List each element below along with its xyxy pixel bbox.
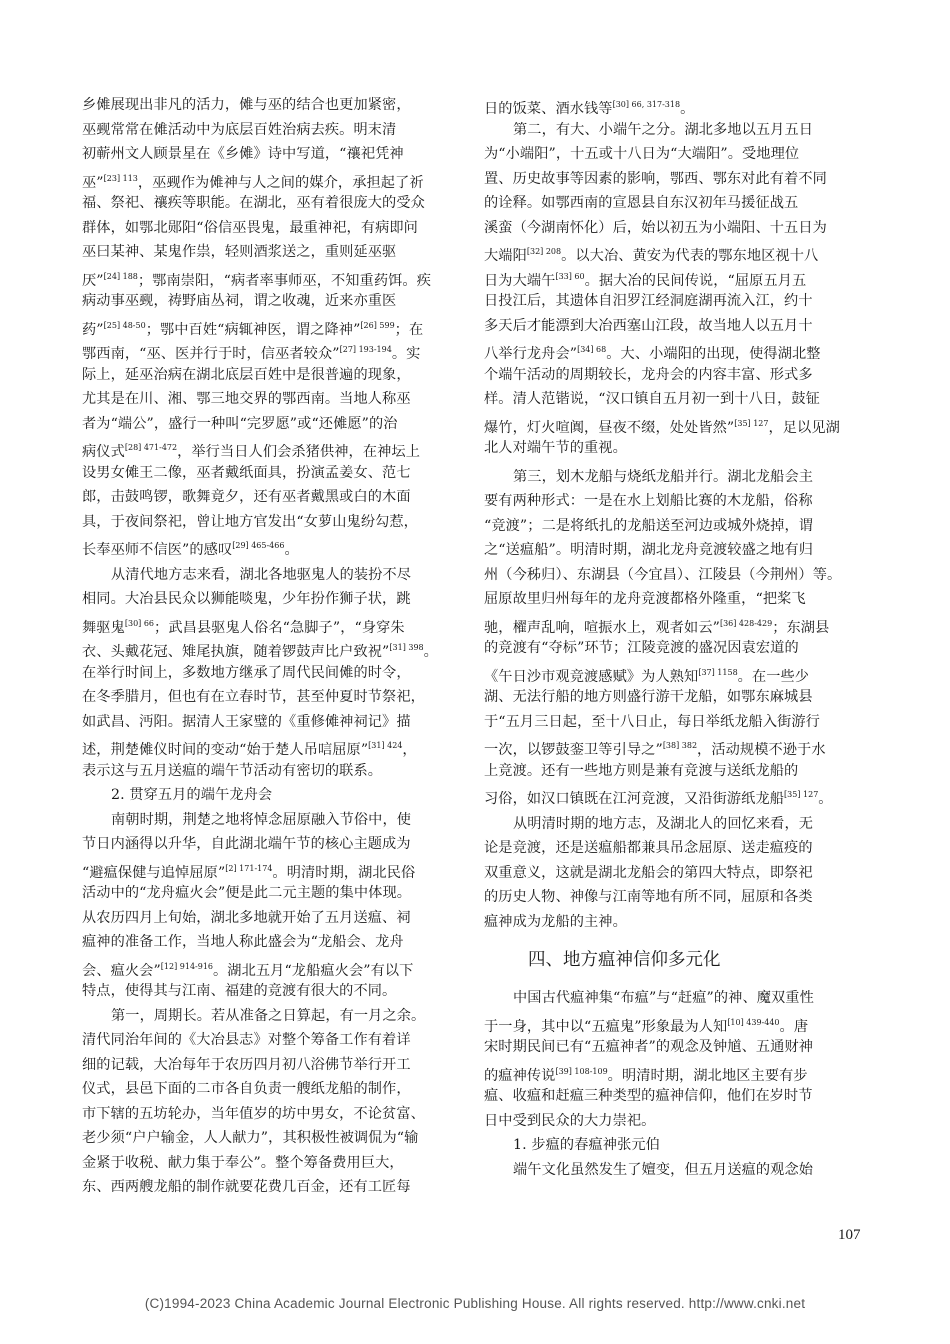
line-text: 为“小端阳”，十五或十八日为“大端阳”。受地理位: [484, 146, 800, 162]
text-line: [484, 465, 865, 490]
line-text: 细的记载，大冶每年于农历四月初八浴佛节举行开工: [82, 1056, 411, 1073]
text-line: [484, 514, 865, 539]
line-text: 多天后才能漂到大冶西塞山江段，故当地人以五月十: [484, 317, 813, 334]
text-line: [82, 1077, 463, 1102]
text-line: [484, 636, 865, 661]
text-line: [484, 538, 865, 563]
line-text: 。: [423, 644, 438, 660]
text-line: [484, 363, 865, 388]
line-text: 长奉巫师不信医”的感叹: [82, 542, 233, 558]
text-line: [484, 783, 865, 808]
citation-ref: [31] 398: [389, 643, 424, 652]
line-text: 端午文化虽然发生了嬗变，但五月送瘟的观念始: [513, 1161, 814, 1178]
text-line: [484, 436, 865, 461]
text-line: [82, 510, 463, 535]
text-line: [82, 1151, 463, 1176]
text-line: [484, 910, 865, 935]
page-number: 107: [838, 1227, 861, 1243]
text-line: [82, 783, 463, 808]
text-line: [82, 832, 463, 857]
line-text: 湖、无法行船的地方则盛行游干龙船，如鄂东麻城县: [484, 689, 813, 705]
line-text: ，足以见湖: [768, 419, 840, 436]
line-text: 爆竹，灯火喧阗，昼夜不缀，处处皆然”: [484, 419, 735, 436]
line-text: 双重意义，这就是湖北龙船会的第四大特点，即祭祀: [484, 864, 813, 881]
line-text: 巫觋常常在傩活动中为底层百姓治病去疾。明末清: [82, 121, 397, 138]
text-line: [82, 636, 463, 661]
citation-ref: [36] 428-429: [719, 618, 773, 628]
text-line: [484, 685, 865, 710]
line-text: 北人对端午节的重视。: [484, 440, 627, 456]
line-text: 大端阳: [484, 248, 527, 264]
line-text: 论是竞渡，还是送瘟船都兼具吊念屈原、送走瘟疫的: [484, 840, 813, 856]
text-line: [484, 885, 865, 910]
line-text: 的历史人物、神像与江南等地有所不同，屈原和各类: [484, 889, 813, 905]
line-text: 病仪式: [82, 444, 125, 460]
text-line: [484, 93, 865, 118]
text-line: [82, 955, 463, 980]
text-line: [484, 289, 865, 314]
line-text: 会、瘟火会”: [82, 962, 161, 979]
line-text: 置、历史故事等因素的影响，鄂西、鄂东对此有着不同: [484, 170, 827, 187]
line-text: 个端午活动的周期较长，龙舟会的内容丰富、形式多: [484, 366, 813, 383]
text-line: [82, 191, 463, 216]
citation-ref: [27] 193-194: [339, 345, 392, 354]
line-text: 一次，以锣鼓銮卫等引导之”: [484, 742, 663, 758]
line-text: 厌”: [82, 272, 104, 289]
text-line: [82, 1053, 463, 1078]
line-text: 初蕲州文人顾景星在《乡傩》诗中写道，“禳祀凭神: [82, 146, 404, 162]
text-line: [82, 563, 463, 588]
line-text: 病动事巫觋，祷野庙丛祠，谓之收魂，近来亦重医: [82, 293, 397, 309]
line-text: 从农历四月上旬始，湖北多地就开始了五月送瘟、祠: [82, 909, 411, 926]
line-text: 瘟神的准备工作，当地人称此盛会为“龙船会、龙舟: [82, 934, 404, 950]
text-line: [484, 836, 865, 861]
text-line: [82, 1004, 463, 1029]
text-line: [82, 906, 463, 931]
line-text: ，活动规模不逊于水: [697, 742, 826, 758]
citation-ref: [32] 208: [526, 247, 562, 256]
line-text: ，巫觋作为傩神与人之间的媒介，承担起了祈: [137, 174, 424, 191]
line-text: 者为“端公”，盛行一种叫“完罗愿”或“还傩愿”的治: [82, 415, 398, 432]
text-line: [82, 412, 463, 437]
text-line: [484, 118, 865, 143]
line-text: ；鄂南崇阳，“病者率事师巫，不知重药饵。疾: [137, 272, 431, 289]
line-text: ；东湖县: [772, 619, 830, 636]
text-line: [82, 1126, 463, 1151]
line-text: 活动中的“龙舟瘟火会”便是此二元主题的集中体现。: [82, 885, 412, 901]
line-text: 南朝时期，荆楚之地将悼念屈原融入节俗中，使: [111, 811, 412, 828]
text-line: [82, 881, 463, 906]
line-text: 舞驱鬼: [82, 619, 125, 636]
line-text: 。据大冶的民间传说，“屈原五月五: [584, 272, 807, 289]
text-line: [82, 612, 463, 637]
line-text: 在举行时间上，多数地方继承了周代民间傩的时令，: [82, 664, 411, 681]
text-line: [82, 142, 463, 167]
text-line: [82, 1102, 463, 1127]
text-line: [484, 167, 865, 192]
text-line: [484, 142, 865, 167]
text-line: [484, 191, 865, 216]
line-text: 溪蛮（今湖南怀化）后，始以初五为小端阳、十五日为: [484, 219, 827, 236]
line-text: 节日内涵得以升华，自此湖北端午节的核心主题成为: [82, 836, 411, 852]
right-column: [484, 93, 865, 1182]
text-line: [484, 661, 865, 686]
text-line: [82, 461, 463, 486]
line-text: 药”: [82, 321, 104, 338]
line-text: 设男女傩王二像，巫者戴纸面具，扮演孟姜女、范七: [82, 464, 411, 481]
copyright-footer: (C)1994-2023 China Academic Journal Electronic Publishing House. All rights reserved. http://www.cnki.net: [144, 1296, 806, 1311]
text-line: [484, 812, 865, 837]
line-text: 从清代地方志来看，湖北各地驱鬼人的装扮不尽: [111, 566, 412, 583]
text-line: [82, 265, 463, 290]
text-line: [82, 93, 463, 118]
citation-ref: [10] 439-440: [727, 1017, 780, 1027]
line-text: ；在: [394, 321, 424, 338]
text-line: [82, 240, 463, 265]
text-line: [484, 1133, 865, 1158]
line-text: 第三，划木龙船与烧纸龙船并行。湖北龙船会主: [513, 468, 814, 485]
line-text: 。: [680, 101, 695, 117]
text-line: [82, 661, 463, 686]
line-text: 。以大冶、黄安为代表的鄂东地区视十八: [561, 248, 819, 264]
line-text: 鄂西南，“巫、医并行于时，信巫者较众”: [82, 346, 340, 362]
text-line: [484, 412, 865, 437]
line-text: 要有两种形式：一是在水上划船比赛的木龙船，俗称: [484, 493, 813, 509]
citation-ref: [26] 599: [360, 320, 395, 330]
text-line: [82, 216, 463, 241]
text-line: [484, 265, 865, 290]
line-text: 金紧于收税、献力集于奉公”。整个筹备费用巨大，: [82, 1154, 404, 1171]
line-text: ，: [402, 742, 417, 758]
line-text: 巫”: [82, 174, 104, 191]
section-heading: 四、地方瘟神信仰多元化: [528, 950, 721, 970]
text-line: [484, 759, 865, 784]
line-text: 。明清时期，湖北民俗: [272, 864, 416, 881]
line-text: 衣、头戴花冠、雉尾执旗，随着锣鼓声比户致祝”: [82, 644, 390, 660]
text-line: [484, 1109, 865, 1134]
text-line: [484, 1158, 865, 1183]
text-line: [484, 489, 865, 514]
text-line: [82, 808, 463, 833]
line-text: 宋时期民间已有“五瘟神者”的观念及钟馗、五通财神: [484, 1039, 814, 1055]
text-line: [484, 216, 865, 241]
line-text: 1. 步瘟的春瘟神张元伯: [513, 1137, 660, 1153]
line-text: 第二，有大、小端午之分。湖北多地以五月五日: [513, 121, 814, 138]
line-text: 样。清人范锴说，“汉口镇自五月初一到十八日，鼓钲: [484, 391, 820, 407]
line-text: 日投江后，其遗体自汨罗江经洞庭湖再流入江，约十: [484, 293, 813, 309]
line-text: 。唐: [779, 1018, 809, 1035]
citation-ref: [12] 914-916: [160, 961, 214, 971]
line-text: 第一，周期长。若从准备之日算起，有一月之余。: [111, 1007, 426, 1024]
line-text: 仪式，县邑下面的二市各自负责一艘纸龙船的制作，: [82, 1081, 411, 1097]
citation-ref: [30] 66, 317-318: [612, 100, 681, 109]
line-text: 习俗，如汉口镇既在江河竞渡，又沿街游纸龙船: [484, 791, 785, 807]
citation-ref: [30] 66: [124, 618, 155, 628]
text-line: [82, 436, 463, 461]
line-text: 如武昌、沔阳。据清人王家璧的《重修傩神祠记》描: [82, 713, 411, 730]
line-text: 表示这与五月送瘟的端午节活动有密切的联系。: [82, 762, 383, 779]
citation-ref: [2] 171-174: [225, 863, 273, 873]
line-text: 。实: [391, 346, 421, 362]
line-text: 市下辖的五坊轮办，当年值岁的坊中男女，不论贫富、: [82, 1105, 425, 1122]
line-text: 八举行龙舟会”: [484, 346, 578, 362]
text-line: [82, 534, 463, 559]
line-text: 。: [818, 791, 833, 807]
citation-ref: [24] 188: [103, 271, 138, 281]
text-line: [82, 857, 463, 882]
line-text: 福、祭祀、禳疾等职能。在湖北，巫有着很庞大的受众: [82, 195, 425, 211]
citation-ref: [39] 108-109: [555, 1066, 608, 1076]
line-text: 的瘟神传说: [484, 1067, 556, 1084]
text-line: [484, 314, 865, 339]
line-text: 郎，击鼓鸣锣，歌舞竟夕，还有巫者戴黑或白的木面: [82, 489, 411, 505]
citation-ref: [34] 68: [577, 345, 607, 354]
line-text: 瘟神成为龙船的主神。: [484, 913, 627, 930]
line-text: 。湖北五月“龙船瘟火会”有以下: [213, 962, 414, 979]
citation-ref: [38] 382: [662, 741, 698, 750]
line-text: 日为大端午: [484, 272, 556, 289]
text-line: [484, 612, 865, 637]
line-text: 在冬季腊月，但也有在立春时节，甚至仲夏时节祭祀，: [82, 689, 425, 705]
left-column: [82, 93, 463, 1200]
citation-ref: [23] 113: [103, 173, 138, 183]
line-text: 特点，使得其与江南、福建的竞渡有很大的不同。: [82, 983, 397, 999]
line-text: 中国古代瘟神集“布瘟”与“赶瘟”的神、魔双重性: [513, 990, 814, 1006]
citation-ref: [33] 60: [555, 271, 585, 281]
line-text: 相同。大冶县民众以狮能啖鬼，少年扮作狮子状，跳: [82, 591, 411, 607]
line-text: 。在一些少: [737, 668, 810, 685]
text-line: [82, 167, 463, 192]
line-text: ，举行当日人们会杀猪供神，在神坛上: [177, 444, 420, 460]
text-line: [82, 587, 463, 612]
text-line: [484, 734, 865, 759]
line-text: 清代同治年间的《大冶县志》对整个筹备工作有着详: [82, 1032, 411, 1048]
text-line: [82, 930, 463, 955]
line-text: 群体，如鄂北郧阳“俗信巫畏鬼，最重神祀，有病即问: [82, 219, 418, 236]
line-text: 述，荆楚傩仪时间的变动“始于楚人吊唁屈原”: [82, 742, 369, 758]
text-line: [484, 1035, 865, 1060]
text-line: [82, 979, 463, 1004]
text-line: [82, 118, 463, 143]
line-text: 从明清时期的地方志，及湖北人的回忆来看，无: [513, 815, 814, 832]
text-line: [484, 387, 865, 412]
line-text: 日中受到民众的大力崇祀。: [484, 1112, 656, 1129]
line-text: 州（今秭归）、东湖县（今宜昌）、江陵县（今荆州）等。: [484, 566, 842, 583]
text-line: [82, 710, 463, 735]
text-line: [484, 710, 865, 735]
line-text: 的竞渡有“夺标”环节；江陵竞渡的盛况因袁宏道的: [484, 640, 799, 656]
line-text: 。明清时期，湖北地区主要有步: [607, 1067, 808, 1084]
text-line: [484, 563, 865, 588]
text-line: [484, 587, 865, 612]
text-line: [484, 986, 865, 1011]
line-text: 巫曰某神、某鬼作祟，轻则酒浆送之，重则延巫驱: [82, 244, 397, 260]
line-text: 上竞渡。还有一些地方则是兼有竞渡与送纸龙船的: [484, 762, 799, 779]
text-line: [82, 759, 463, 784]
line-text: 屈原故里归州每年的龙舟竞渡都格外隆重，“把桨飞: [484, 591, 806, 607]
text-line: [82, 1028, 463, 1053]
line-text: 《午日沙市观竞渡感赋》为人熟知: [484, 668, 699, 685]
text-line: [484, 240, 865, 265]
line-text: ；武昌县驱鬼人俗名“急脚子”，“身穿朱: [154, 619, 405, 636]
text-line: [82, 734, 463, 759]
line-text: 际上，延巫治病在湖北底层百姓中是很普遍的现象，: [82, 366, 411, 383]
line-text: 的诠释。如鄂西南的宣恩县自东汉初年马援征战五: [484, 195, 799, 211]
line-text: 尤其是在川、湘、鄂三地交界的鄂西南。当地人称巫: [82, 391, 411, 407]
line-text: 2. 贯穿五月的端午龙舟会: [111, 787, 273, 803]
line-text: 瘟、收瘟和赶瘟三种类型的瘟神信仰，他们在岁时节: [484, 1088, 813, 1104]
line-text: ；鄂中百姓“病辄神医，谓之降神”: [145, 321, 361, 338]
line-text: 。: [284, 542, 299, 558]
text-line: [484, 1060, 865, 1085]
line-text: “竞渡”；二是将纸扎的龙船送至河边或城外烧掉，谓: [484, 517, 814, 534]
line-text: 东、西两艘龙船的制作就要花费几百金，还有工匠每: [82, 1179, 411, 1195]
text-line: [82, 387, 463, 412]
text-line: [484, 1084, 865, 1109]
citation-ref: [25] 48-50: [103, 320, 146, 330]
line-text: 具，于夜间祭祀，曾让地方官发出“女萝山鬼纷勾惹，: [82, 513, 418, 530]
line-text: 于一身，其中以“五瘟鬼”形象最为人知: [484, 1018, 728, 1035]
line-text: 驰，櫂声乱响，喧振水上，观者如云”: [484, 619, 720, 636]
text-line: [82, 685, 463, 710]
citation-ref: [29] 465-466: [232, 541, 285, 550]
line-text: 老少须“户户输金，人人献力”，其积极性被调侃为“输: [82, 1130, 419, 1146]
text-line: [484, 861, 865, 886]
line-text: 乡傩展现出非凡的活力，傩与巫的结合也更加紧密，: [82, 97, 411, 113]
text-line: [82, 363, 463, 388]
line-text: 。大、小端阳的出现，使得湖北整: [606, 346, 821, 362]
text-line: [82, 338, 463, 363]
line-text: “避瘟保健与追悼屈原”: [82, 864, 226, 881]
text-line: [82, 485, 463, 510]
citation-ref: [35] 127: [734, 418, 769, 428]
line-text: 之“送瘟船”。明清时期，湖北龙舟竞渡较盛之地有归: [484, 542, 814, 558]
text-line: [484, 338, 865, 363]
citation-ref: [35] 127: [784, 790, 819, 799]
citation-ref: [28] 471-472: [124, 443, 178, 452]
text-line: [82, 289, 463, 314]
line-text: 于“五月三日起，至十八日止，每日举纸龙船入街游行: [484, 713, 820, 730]
text-line: [82, 1175, 463, 1200]
text-line: [484, 1011, 865, 1036]
citation-ref: [31] 424: [368, 741, 403, 750]
citation-ref: [37] 1158: [698, 667, 738, 677]
line-text: 日的饭菜、酒水钱等: [484, 101, 613, 117]
text-line: [82, 314, 463, 339]
